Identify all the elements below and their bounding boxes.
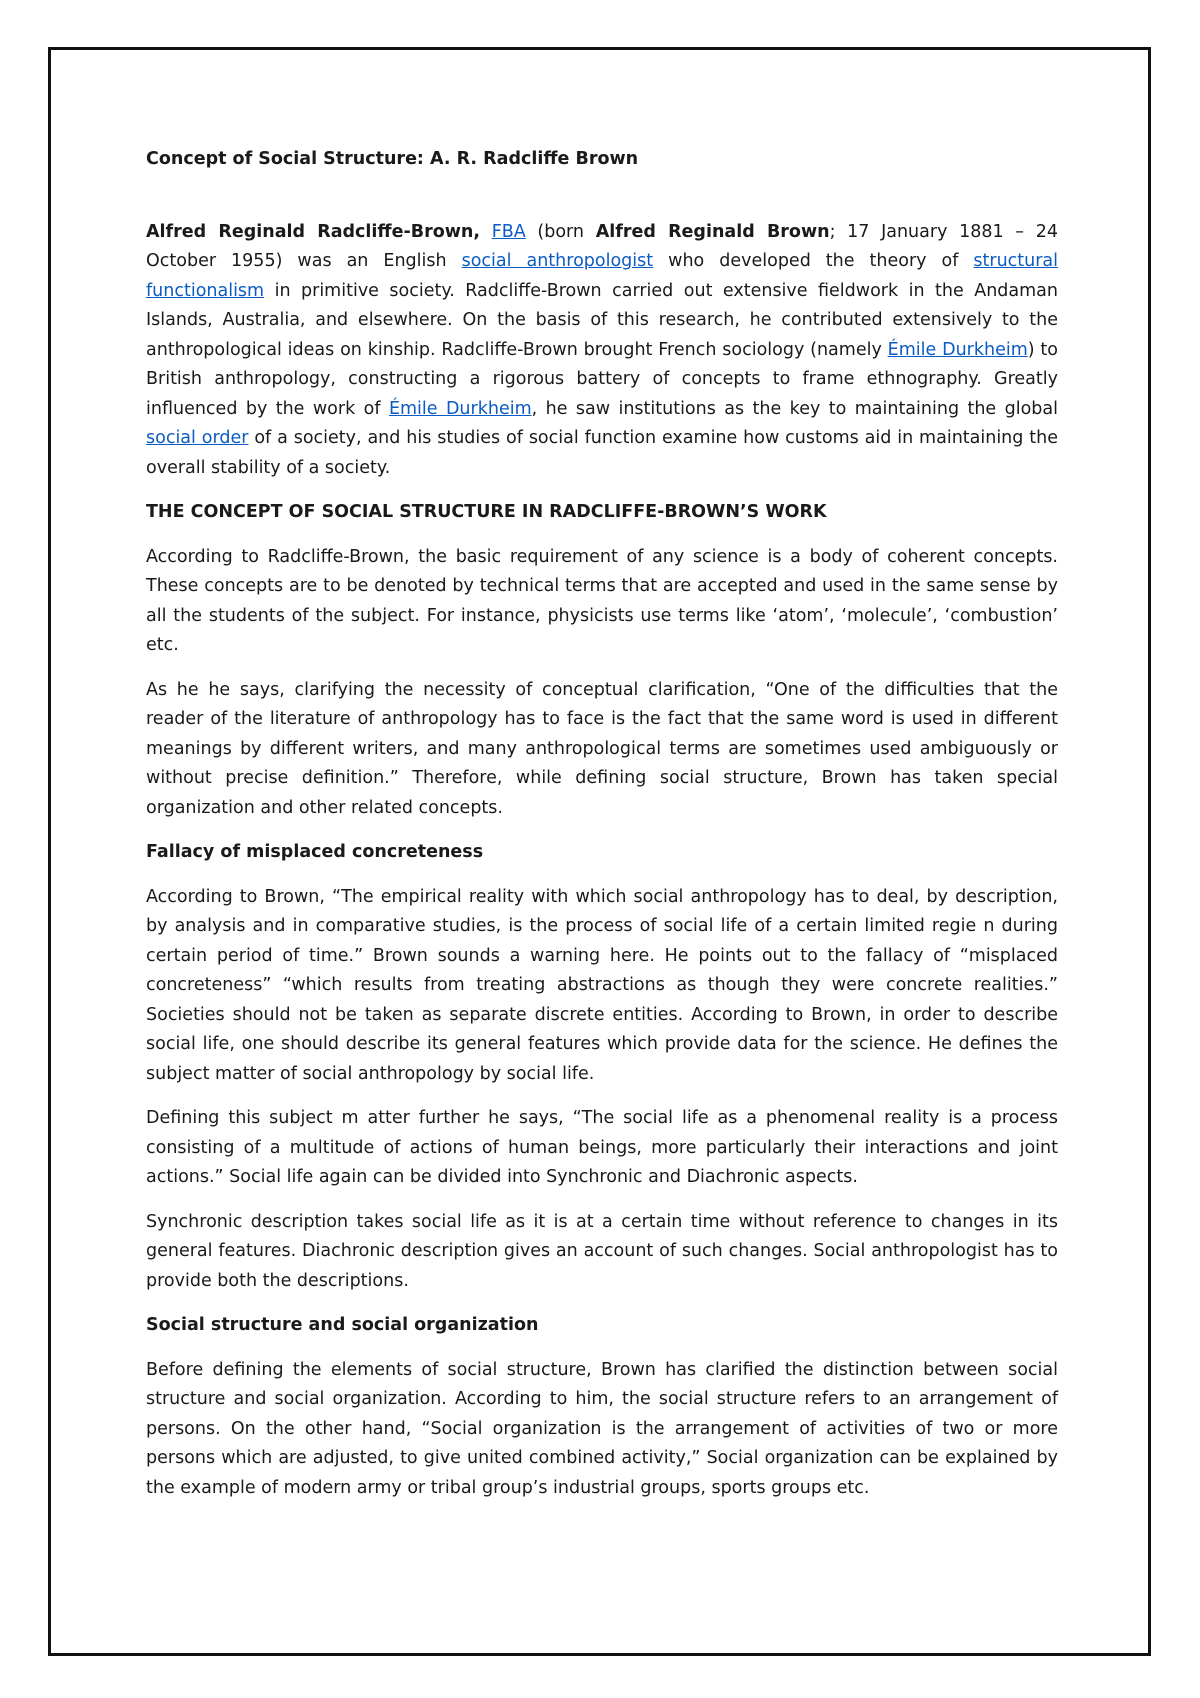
heading-structure-organization: Social structure and social organization — [146, 1315, 539, 1335]
paragraph-requirement: According to Radcliffe-Brown, the basic requirement of any science is a body of coherent concepts. These concepts are to be denoted by technical terms that are accepted and used in the same sense by all the students of the subject. For instance, physicists use terms like ‘atom’, ‘molecule’, ‘combustion’ etc. — [146, 546, 1058, 655]
paragraph-clarification: As he he says, clarifying the necessity of conceptual clarification, “One of the difficulties that the reader of the literature of anthropology has to face is the fact that the same word is used in different meanings by different writers, and many anthropological terms are sometimes used ambiguously or without precise definition.” Therefore, while defining social structure, Brown has taken special organization and other related concepts. — [146, 679, 1058, 818]
fba-link[interactable]: FBA — [491, 221, 526, 242]
paragraph-fallacy: According to Brown, “The empirical reality with which social anthropology has to deal, by description, by analysis and in comparative studies, is the process of social life of a certain limited regie n during certain period of time.” Brown sounds a warning here. He points out to the fallacy of “misplaced concreteness” “which results from treating abstractions as though they were concrete realities.” Societies should not be taken as separate discrete entities. According to Brown, in order to describe social life, one should describe its general features which provide data for the science. He defines the subject matter of social anthropology by social life. — [146, 886, 1058, 1084]
document-title: Concept of Social Structure: A. R. Radcliffe Brown — [146, 149, 639, 169]
intro-text-4: in primitive society. Radcliffe-Brown carried out extensive fieldwork in the Andaman Islands, Australia, and elsewhere. On the basis of this research, he contributed extensively to the anthropological ideas on kinship. Radcliffe-Brown brought French sociology (namely — [146, 280, 1058, 360]
document-body — [146, 145, 1058, 1518]
intro-text-5: ) to British anthropology, constructing a rigorous battery of concepts to frame ethnography. Greatly influenced by the work of — [146, 339, 1058, 419]
intro-text-7: of a society, and his studies of social function examine how customs aid in maintaining the overall stability of a society. — [146, 428, 1058, 478]
structural-functionalism-link[interactable]: structural functionalism — [146, 251, 1059, 301]
birth-name: Alfred Reginald Brown — [595, 221, 830, 242]
intro-text-2: ; 17 January 1881 – 24 October 1955) was an English — [146, 221, 1058, 271]
intro-text-1: (born — [525, 221, 596, 242]
durkheim-link-1[interactable]: Émile Durkheim — [887, 339, 1028, 360]
heading-concept: THE CONCEPT OF SOCIAL STRUCTURE IN RADCLIFFE-BROWN’S WORK — [146, 502, 827, 522]
subject-name: Alfred Reginald Radcliffe-Brown, — [146, 221, 481, 242]
paragraph-synchronic: Synchronic description takes social life as it is at a certain time without reference to changes in its general features. Diachronic description gives an account of such changes. Social anthropologist has to provide both the descriptions. — [146, 1211, 1058, 1291]
paragraph-structure-organization: Before defining the elements of social structure, Brown has clarified the distinction between social structure and social organization. According to him, the social structure refers to an arrangement of persons. On the other hand, “Social organization is the arrangement of activities of two or more persons which are adjusted, to give united combined activity,” Social organization can be explained by the example of modern army or tribal group’s industrial groups, sports groups etc. — [146, 1359, 1058, 1498]
intro-text-3: who developed the theory of — [653, 251, 974, 271]
social-order-link[interactable]: social order — [146, 428, 249, 448]
durkheim-link-2[interactable]: Émile Durkheim — [388, 398, 532, 419]
paragraph-defining: Defining this subject m atter further he says, “The social life as a phenomenal reality is a process consisting of a multitude of actions of human beings, more particularly their interactions and joint actions.” Social life again can be divided into Synchronic and Diachronic aspects. — [146, 1108, 1058, 1187]
heading-fallacy: Fallacy of misplaced concreteness — [146, 842, 484, 862]
intro-text-6: , he saw institutions as the key to maintaining the global — [531, 398, 1058, 419]
social-anthropologist-link[interactable]: social anthropologist — [461, 251, 654, 271]
intro-paragraph — [146, 218, 1058, 484]
